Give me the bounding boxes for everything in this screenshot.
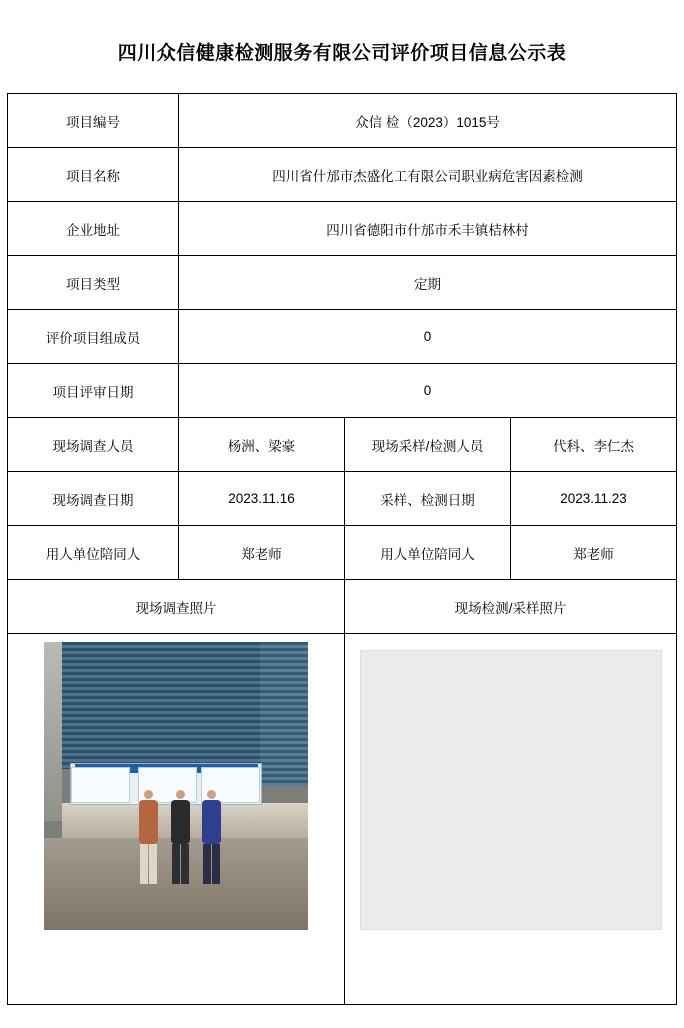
photo-person — [202, 790, 221, 884]
table-row — [8, 148, 677, 202]
photo-cell-survey — [8, 634, 345, 1005]
photo-notice-board — [70, 763, 262, 805]
row-value-team-members: 0 — [179, 310, 677, 364]
photo-cell-sampling — [345, 634, 677, 1005]
table-row — [8, 202, 677, 256]
survey-photo — [44, 642, 308, 930]
table-row — [8, 634, 677, 1005]
photo-rolling-shutter — [60, 642, 261, 769]
row-label-survey-date: 现场调查日期 — [8, 472, 179, 526]
table-row — [8, 364, 677, 418]
row-value-project-name: 四川省什邡市杰盛化工有限公司职业病危害因素检测 — [179, 148, 677, 202]
photo-person — [171, 790, 190, 884]
row-label-escort-sampling: 用人单位陪同人 — [345, 526, 511, 580]
photo-header-survey: 现场调查照片 — [8, 580, 345, 634]
row-value-review-date: 0 — [179, 364, 677, 418]
photo-board-panel — [71, 767, 130, 803]
row-label-project-type: 项目类型 — [8, 256, 179, 310]
table-row — [8, 94, 677, 148]
photo-rolling-shutter-right — [260, 642, 308, 786]
photo-left-wall — [44, 642, 62, 821]
table-row — [8, 256, 677, 310]
row-label-sampling-date: 采样、检测日期 — [345, 472, 511, 526]
row-value-survey-date: 2023.11.16 — [179, 472, 345, 526]
project-info-table — [7, 93, 677, 1005]
row-label-project-name: 项目名称 — [8, 148, 179, 202]
row-value-sampling-staff: 代科、李仁杰 — [511, 418, 677, 472]
sampling-photo-placeholder — [360, 650, 662, 930]
row-label-review-date: 项目评审日期 — [8, 364, 179, 418]
row-label-company-address: 企业地址 — [8, 202, 179, 256]
survey-photo-wrapper — [8, 634, 344, 1004]
photo-header-sampling: 现场检测/采样照片 — [345, 580, 677, 634]
row-value-company-address: 四川省德阳市什邡市禾丰镇桔林村 — [179, 202, 677, 256]
row-value-survey-staff: 杨洲、梁豪 — [179, 418, 345, 472]
table-row — [8, 310, 677, 364]
row-label-project-number: 项目编号 — [8, 94, 179, 148]
row-value-project-number: 众信 检（2023）1015号 — [179, 94, 677, 148]
table-row — [8, 418, 677, 472]
row-label-team-members: 评价项目组成员 — [8, 310, 179, 364]
row-value-escort-sampling: 郑老师 — [511, 526, 677, 580]
row-label-survey-staff: 现场调查人员 — [8, 418, 179, 472]
row-value-escort-survey: 郑老师 — [179, 526, 345, 580]
table-row — [8, 580, 677, 634]
table-row — [8, 526, 677, 580]
row-label-sampling-staff: 现场采样/检测人员 — [345, 418, 511, 472]
table-row — [8, 472, 677, 526]
row-value-sampling-date: 2023.11.23 — [511, 472, 677, 526]
sampling-photo-wrapper — [345, 634, 676, 1004]
page-title: 四川众信健康检测服务有限公司评价项目信息公示表 — [117, 43, 567, 64]
row-label-escort-survey: 用人单位陪同人 — [8, 526, 179, 580]
photo-person — [139, 790, 158, 884]
row-value-project-type: 定期 — [179, 256, 677, 310]
